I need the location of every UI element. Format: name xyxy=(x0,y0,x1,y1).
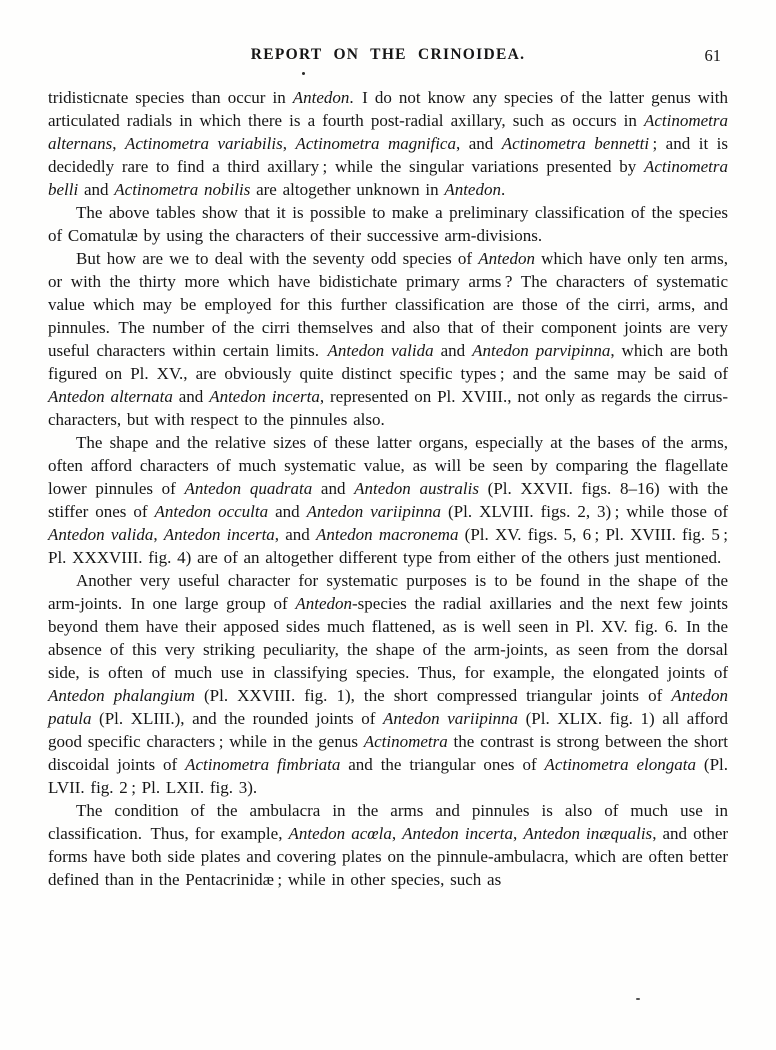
text-run: But how are we to deal with the seventy odd species of xyxy=(76,249,479,268)
text-run: the contrast is strong between the short discoidal joints of xyxy=(48,732,729,774)
text-run: , xyxy=(112,134,125,153)
species-name: Antedon macronema xyxy=(315,525,459,544)
species-name: Antedon australis xyxy=(354,479,479,498)
species-name: Actinometra bennetti xyxy=(501,134,650,153)
paragraph xyxy=(48,201,728,247)
text-run: and xyxy=(172,387,210,406)
text-block xyxy=(48,86,728,891)
text-run: and xyxy=(312,479,355,498)
text-run: , which are both figured on Pl. XV., are obviously quite distinct specific types ; and the same may be said of xyxy=(48,341,729,383)
text-run: , and other forms have both side plates and covering plates on the pinnule-ambulacra, which are often better defined than in the Pentacrinidæ ; while in other species, such as xyxy=(48,824,729,889)
species-name: Actinometra magnifica xyxy=(295,134,456,153)
text-run: Another very useful character for systematic purposes is to be found in the shape of the arm-joints. In one large group of xyxy=(48,571,728,613)
paragraph xyxy=(48,569,728,799)
text-run: . xyxy=(500,180,506,199)
species-name: Antedon acœla xyxy=(288,824,392,843)
text-run: , xyxy=(282,134,296,153)
text-run: and the triangular ones of xyxy=(340,755,545,774)
species-name: Antedon inæqualis xyxy=(523,824,653,843)
species-name: Actinometra variabilis xyxy=(124,134,283,153)
species-name: Actinometra nobilis xyxy=(114,180,251,199)
text-run: (Pl. XV. figs. 5, 6 ; Pl. XVIII. fig. 5 ; Pl. XXXVIII. fig. 4) are of an altogether different type from either of the others just mentioned. xyxy=(48,525,728,567)
text-run: (Pl. LVII. fig. 2 ; Pl. LXII. fig. 3). xyxy=(48,755,729,797)
page-header xyxy=(48,46,728,68)
text-run: , and xyxy=(455,134,502,153)
species-name: Antedon incerta xyxy=(402,824,514,843)
text-run: The above tables show that it is possible to make a preliminary classification of the species of Comatulæ by using the characters of their successive arm-divisions. xyxy=(48,203,728,245)
scan-speck xyxy=(302,72,305,75)
text-run: which have only ten arms, or with the thirty more which have bidistichate primary arms ? The characters of systematic value which may be employed for this further classification are those of the cirri, arms, and pinnules. The number of the cirri themselves and also that of their component joints are very useful characters within certain limits. xyxy=(48,249,728,360)
species-name: Antedon phalangium xyxy=(48,686,195,705)
paragraph xyxy=(48,86,728,201)
species-name: Antedon parvipinna xyxy=(472,341,611,360)
text-run: (Pl. XLVIII. figs. 2, 3) ; while those of xyxy=(441,502,729,521)
species-name: Antedon variipinna xyxy=(382,709,519,728)
text-run: (Pl. XLIX. fig. 1) all afford good specific characters ; while in the genus xyxy=(48,709,729,751)
text-run: ; and it is decidedly rare to find a third axillary ; while the singular variations presented by xyxy=(48,134,729,176)
text-run: (Pl. XXVII. figs. 8–16) with the stiffer ones of xyxy=(48,479,728,521)
species-name: Antedon alternata xyxy=(48,387,173,406)
text-run: . I do not know any species of the latter genus with articulated radials in which there is a fourth post-radial axillary, such as occurs in xyxy=(48,88,728,130)
species-name: Antedon occulta xyxy=(154,502,269,521)
paragraph xyxy=(48,247,728,431)
species-name: Antedon xyxy=(478,249,535,268)
text-run: The shape and the relative sizes of these latter organs, especially at the bases of the arms, often afford characters of much systematic value, as will be seen by comparing the flagellate lower pinnules of xyxy=(48,433,728,498)
species-name: Actinometra belli xyxy=(48,157,728,199)
text-run: , represented on Pl. XVIII., not only as regards the cirrus-characters, but with respect to the pinnules also. xyxy=(48,387,728,429)
text-run: are altogether unknown in xyxy=(250,180,445,199)
species-name: Antedon variipinna xyxy=(306,502,442,521)
species-name: Actinometra alternans xyxy=(48,111,728,153)
paragraph xyxy=(48,431,728,569)
species-name: Antedon valida xyxy=(48,525,154,544)
paragraph xyxy=(48,799,728,891)
text-run: , xyxy=(153,525,164,544)
species-name: Antedon xyxy=(444,180,501,199)
species-name: Antedon incerta xyxy=(209,387,320,406)
species-name: Actinometra elongata xyxy=(544,755,696,774)
text-run: and xyxy=(268,502,307,521)
page-number: 61 xyxy=(704,46,721,65)
species-name: Antedon incerta xyxy=(163,525,275,544)
species-name: Antedon patula xyxy=(48,686,728,728)
text-run: The condition of the ambulacra in the arms and pinnules is also of much use in classification. Thus, for example, xyxy=(48,801,728,843)
text-run: , and xyxy=(274,525,316,544)
text-run: -species the radial axillaries and the next few joints beyond them have their apposed sides much flattened, as is well seen in Pl. XV. fig. 6. In the absence of this very striking peculiarity, the shape of the arm-joints, as seen from the dorsal side, is often of much use in classifying species. Thus, for example, the elongated joints of xyxy=(48,594,728,682)
scan-speck xyxy=(636,998,640,1000)
running-head-title: REPORT ON THE CRINOIDEA. xyxy=(250,46,526,63)
text-run: (Pl. XXVIII. fig. 1), the short compressed triangular joints of xyxy=(194,686,672,705)
species-name: Antedon xyxy=(292,88,350,107)
text-run: , xyxy=(391,824,403,843)
text-run: tridisticnate species than occur in xyxy=(48,88,293,107)
species-name: Antedon xyxy=(295,594,352,613)
species-name: Actinometra fimbriata xyxy=(185,755,341,774)
text-run: and xyxy=(433,341,473,360)
species-name: Antedon valida xyxy=(327,341,434,360)
text-run: (Pl. XLIII.), and the rounded joints of xyxy=(91,709,383,728)
species-name: Actinometra xyxy=(363,732,448,751)
text-run: and xyxy=(78,180,115,199)
text-run: , xyxy=(513,824,524,843)
species-name: Antedon quadrata xyxy=(184,479,313,498)
